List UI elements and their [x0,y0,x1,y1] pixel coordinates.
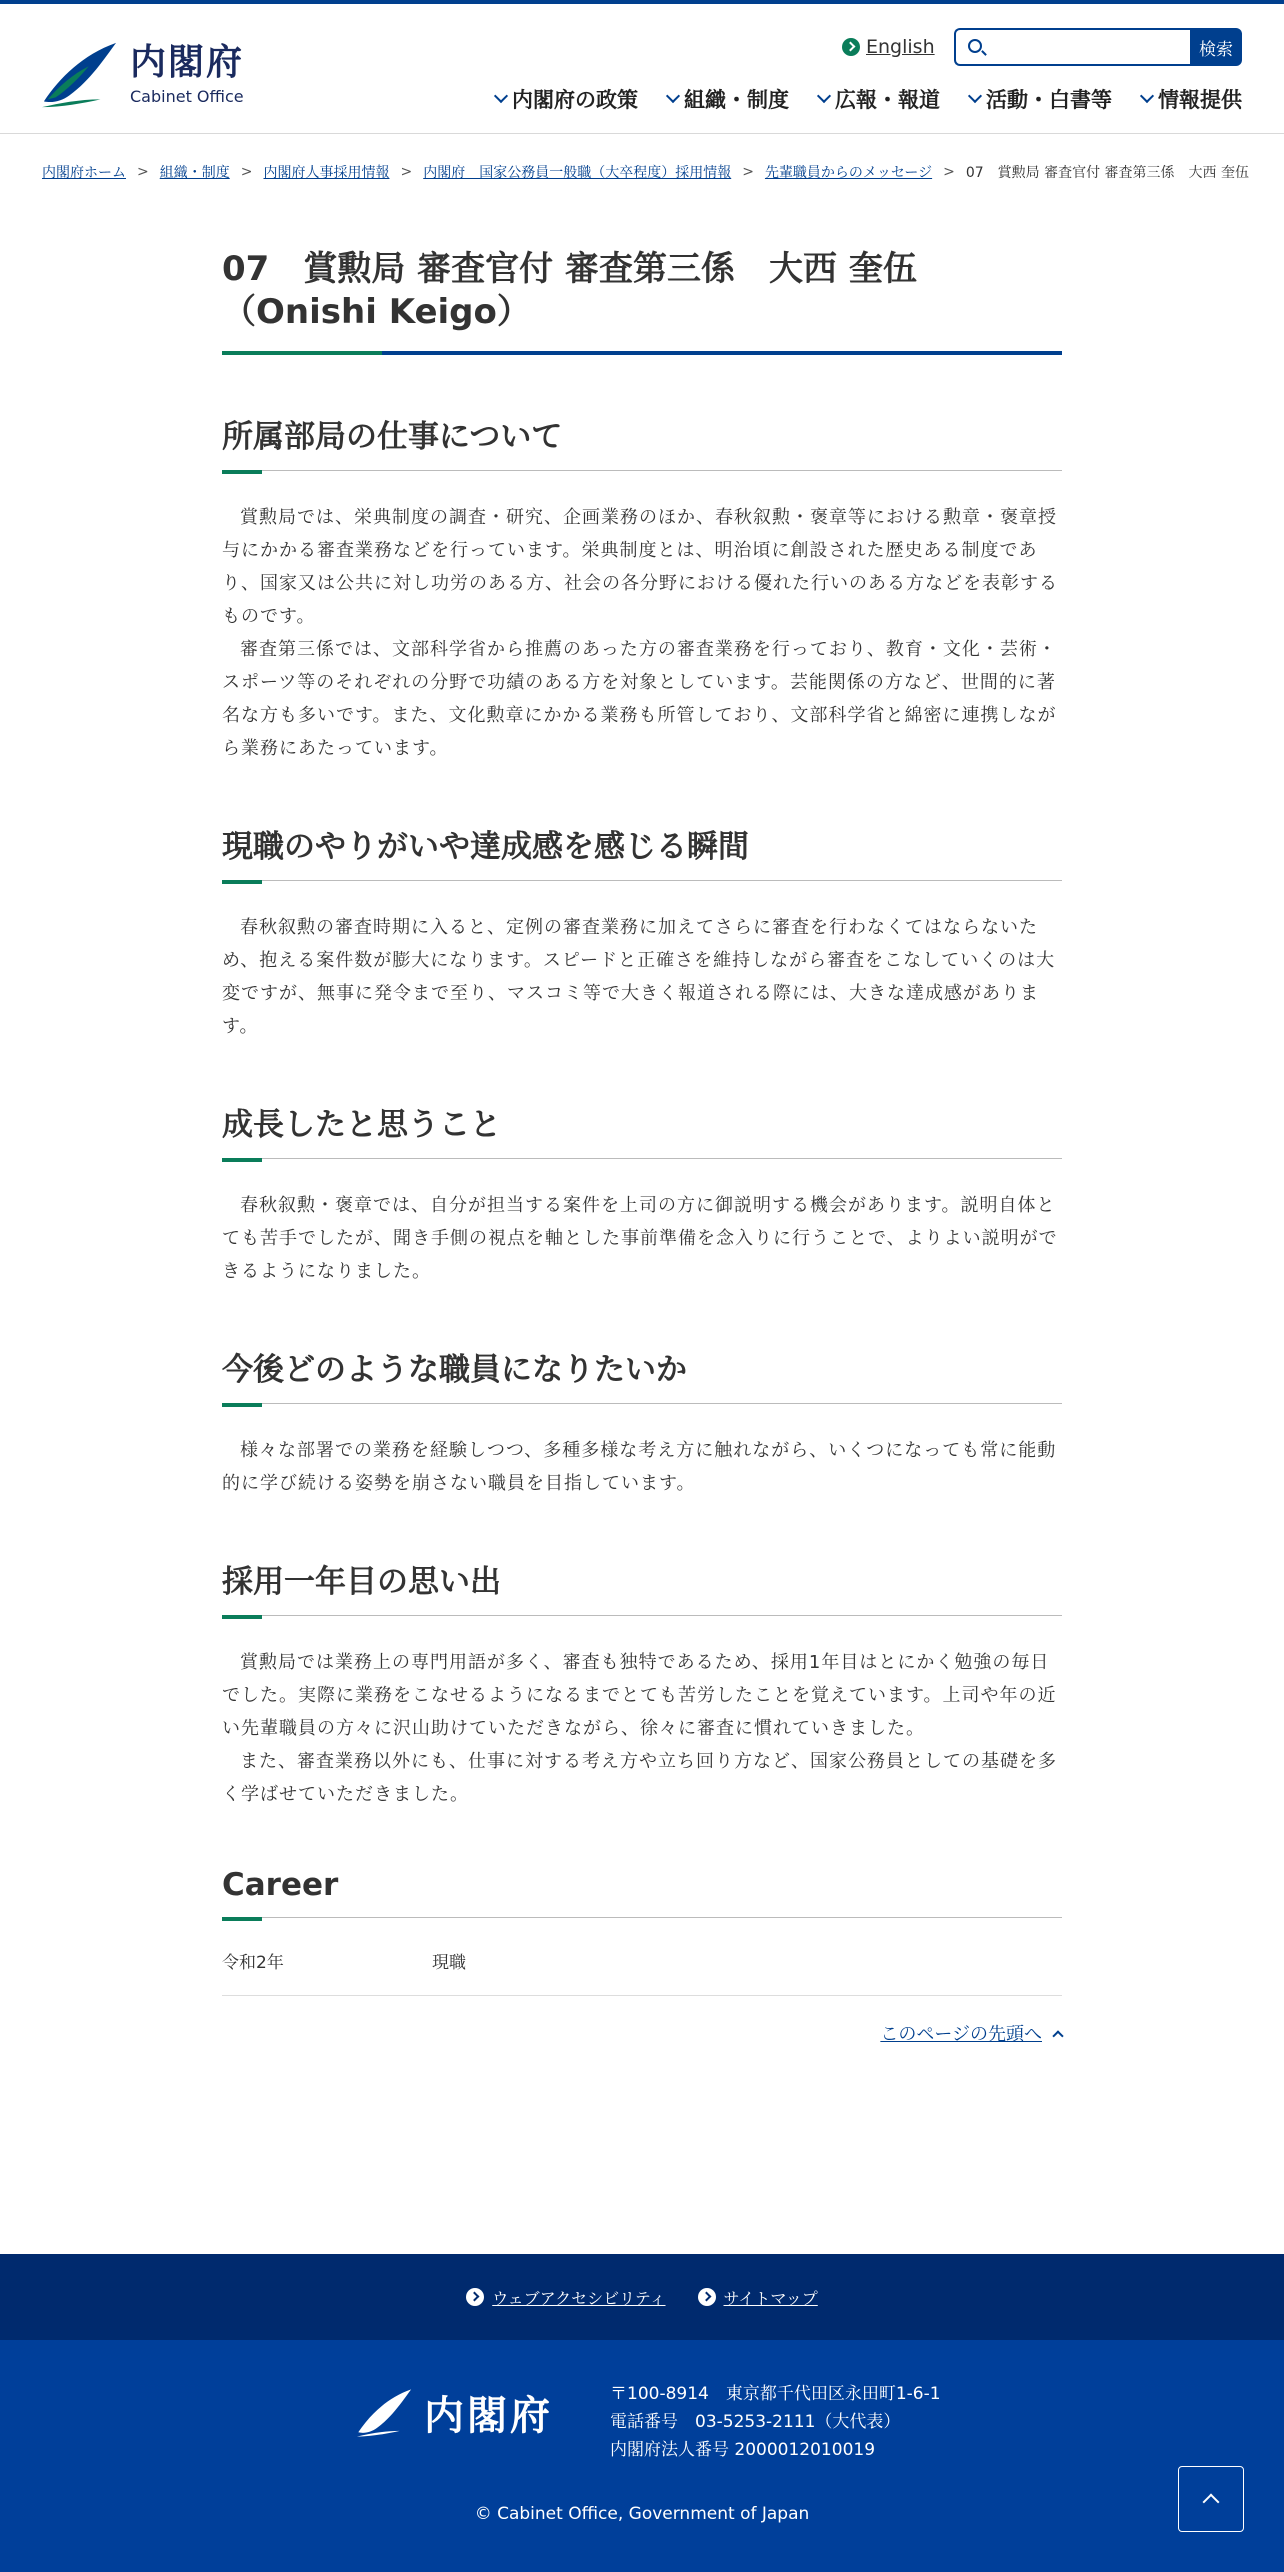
nav-item-label: 組織・制度 [684,88,789,112]
footer-link-label: ウェブアクセシビリティ [492,2288,666,2308]
chevron-up-icon [1203,2494,1220,2511]
section-body [222,911,1062,1043]
site-search [954,28,1242,66]
section-first-year [222,1556,1062,1811]
title-divider [222,351,1062,355]
breadcrumb-link-home[interactable]: 内閣府ホーム [42,165,126,181]
footer-contact [610,2380,941,2464]
site-header [0,4,1284,134]
nav-item-label: 広報・報道 [835,88,940,112]
breadcrumb-link-recruitment[interactable]: 内閣府人事採用情報 [263,165,390,181]
section-heading: 現職のやりがいや達成感を感じる瞬間 [222,821,1062,881]
career-position: 現職 [432,1953,466,1973]
chevron-down-icon [494,89,508,103]
page-title: 07 賞勲局 審査官付 審査第三係 大西 奎伍（Onishi Keigo） [222,249,917,332]
arrow-circle-icon [698,2288,716,2306]
nav-item-label: 内閣府の政策 [512,88,638,112]
breadcrumb-separator: > [240,164,253,180]
breadcrumb-link-messages[interactable]: 先輩職員からのメッセージ [764,165,933,181]
logo-english-name: Cabinet Office [130,86,244,106]
english-link-label: English [866,36,935,58]
section-body [222,1434,1062,1500]
search-input[interactable] [956,30,1190,64]
back-to-top-button[interactable] [1178,2466,1244,2532]
chevron-down-icon [968,89,982,103]
footer-address: 〒100-8914 東京都千代田区永田町1-6-1 [610,2384,941,2404]
section-career [222,1867,1062,1996]
paragraph: 様々な部署での業務を経験しつつ、多種多様な考え方に触れながら、いくつになっても常に能動的に学び続ける姿勢を崩さない職員を目指しています。 [222,1440,1057,1494]
global-nav [466,84,1242,114]
breadcrumb-separator: > [742,164,754,180]
section-department-work [222,411,1062,765]
search-button[interactable]: 検索 [1190,28,1242,66]
section-growth [222,1099,1062,1288]
footer-links [0,2254,1284,2340]
section-body [222,1189,1062,1288]
site-footer [0,2340,1284,2572]
section-body [222,1646,1062,1811]
footer-link-accessibility[interactable] [466,2286,665,2309]
footer-logo [354,2384,553,2441]
breadcrumb-current: 07 賞勲局 審査官付 審査第三係 大西 奎伍 [965,165,1250,181]
section-heading: 今後どのような職員になりたいか [222,1344,1062,1404]
footer-logo-name: 内閣府 [424,2393,553,2439]
section-future-goal [222,1344,1062,1500]
search-box [954,28,1190,66]
chevron-down-icon [1140,89,1154,103]
nav-item-policy[interactable] [496,84,638,114]
breadcrumb-separator: > [943,164,955,180]
career-heading: Career [222,1867,1062,1918]
chevron-up-icon [1052,2030,1063,2041]
career-year: 令和2年 [222,1953,284,1973]
nav-item-organization[interactable] [668,84,789,114]
paragraph: 賞勲局では業務上の専門用語が多く、審査も独特であるため、採用1年目はとにかく勉強の毎日でした。実際に業務をこなせるようになるまでとても苦労したことを覚えています。上司や年の近い先輩職員の方々に沢山助けていただきながら、徐々に審査に慣れていきました。 [222,1652,1057,1739]
nav-item-label: 活動・白書等 [986,88,1112,112]
career-row [222,1948,1062,1996]
section-heading: 成長したと思うこと [222,1099,1062,1159]
paragraph: 春秋叙勲・褒章では、自分が担当する案件を上司の方に御説明する機会があります。説明自体とても苦手でしたが、聞き手側の視点を軸とした事前準備を念入りに行うことで、よりよい説明ができるようになりました。 [222,1195,1058,1282]
page-top-label: このページの先頭へ [880,2024,1042,2045]
arrow-circle-icon [466,2288,484,2306]
section-rewarding-moment [222,821,1062,1043]
section-body [222,501,1062,765]
cabinet-office-logo-icon [40,40,118,110]
breadcrumb-link-general-staff[interactable]: 内閣府 国家公務員一般職（大卒程度）採用情報 [423,165,732,181]
chevron-down-icon [666,89,680,103]
breadcrumb-separator: > [137,164,149,180]
chevron-down-icon [817,89,831,103]
copyright: © Cabinet Office, Government of Japan [474,2504,810,2524]
section-heading: 採用一年目の思い出 [222,1556,1062,1616]
breadcrumb-link-organization[interactable]: 組織・制度 [159,165,230,181]
paragraph: 賞勲局では、栄典制度の調査・研究、企画業務のほか、春秋叙勲・褒章等における勲章・褒章授与にかかる審査業務などを行っています。栄典制度とは、明治頃に創設された歴史ある制度であり、国家又は公共に対し功労のある方、社会の各分野における優れた行いのある方などを表彰するものです。 [222,507,1058,627]
arrow-circle-icon [842,38,860,56]
footer-link-label: サイトマップ [723,2288,818,2308]
nav-item-activities[interactable] [970,84,1112,114]
nav-item-label: 情報提供 [1158,88,1242,112]
page-top-link[interactable] [880,2020,1062,2046]
footer-phone: 電話番号 03-5253-2111（大代表） [610,2412,901,2432]
main-content [222,248,1062,2045]
breadcrumb-separator: > [400,164,413,180]
paragraph: また、審査業務以外にも、仕事に対する考え方や立ち回り方など、国家公務員としての基礎を多く学ばせていただきました。 [222,1751,1057,1805]
logo-japanese-name: 内閣府 [130,41,245,83]
site-logo[interactable] [40,40,244,110]
cabinet-office-logo-icon [354,2388,414,2438]
search-icon [968,39,982,53]
nav-item-information[interactable] [1142,84,1242,114]
paragraph: 審査第三係では、文部科学省から推薦のあった方の審査業務を行っており、教育・文化・芸術・スポーツ等のそれぞれの分野で功績のある方を対象としています。芸能関係の方など、世間的に著名な方も多いです。また、文化勲章にかかる業務も所管しており、文部科学省と綿密に連携しながら業務にあたっています。 [222,639,1057,759]
footer-link-sitemap[interactable] [698,2286,818,2309]
paragraph: 春秋叙勲の審査時期に入ると、定例の審査業務に加えてさらに審査を行わなくてはならないため、抱える案件数が膨大になります。スピードと正確さを維持しながら審査をこなしていくのは大変ですが、無事に発令まで至り、マスコミ等で大きく報道される際には、大きな達成感があります。 [222,917,1056,1037]
footer-corp-number: 内閣府法人番号 2000012010019 [610,2440,876,2460]
section-heading: 所属部局の仕事について [222,411,1062,471]
nav-item-press[interactable] [819,84,940,114]
breadcrumb [42,162,1249,182]
english-link[interactable] [842,36,935,58]
